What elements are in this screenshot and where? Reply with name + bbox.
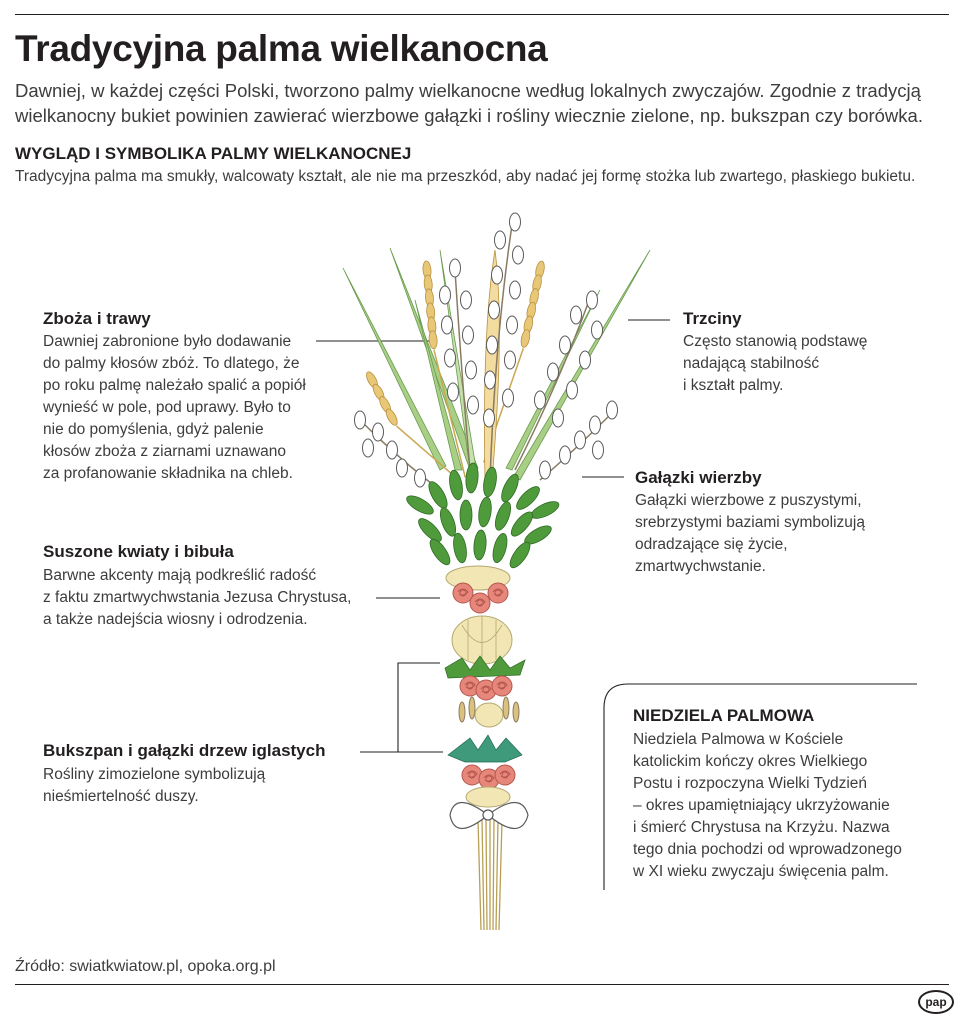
page-title: Tradycyjna palma wielkanocna [15,28,548,69]
text-line: wynieść w pole, pod uprawy. Było to [43,399,291,416]
fir-band [448,735,522,762]
text-line: Barwne akcenty mają podkreślić radość [43,567,317,584]
text-line: tego dnia pochodzi od wprowadzonego [633,841,902,858]
pap-logo: pap [918,990,954,1014]
text-line: do palmy kłosów zbóż. To dlatego, że [43,355,300,372]
willow-text [635,490,865,578]
text-line: nadającą stabilność [683,355,820,372]
text-line: w XI wieku zwyczaju święcenia palm. [633,863,889,880]
text-line: po roku palmę należało spalić a popiół [43,377,306,394]
text-line: Dawniej zabronione było dodawanie [43,333,292,350]
flowers-title: Suszone kwiaty i bibuła [43,542,234,561]
boxwood-leaves [404,463,561,571]
text-line: odradzające się życie, [635,536,788,553]
source-note: Źródło: swiatkwiatow.pl, opoka.org.pl [15,958,276,975]
flower-band-bottom [462,765,515,807]
bottom-rule [15,984,949,985]
palm-stems [478,820,502,930]
text-line: Gałązki wierzbowe z puszystymi, [635,492,862,509]
section-description: Tradycyjna palma ma smukły, walcowaty kształt, ale nie ma przeszkód, aby nadać jej formę stożka lub zwartego, płaskiego bukietu. [15,168,916,185]
section-heading: WYGLĄD I SYMBOLIKA PALMY WIELKANOCNEJ [15,144,412,163]
boxwood-text [43,764,265,808]
grains-title: Zboża i trawy [43,309,151,328]
text-line: katolickim kończy okres Wielkiego [633,753,868,770]
flowers-text [43,565,351,631]
text-line: zmartwychwstanie. [635,558,766,575]
text-line: za profanowanie składnika na chleb. [43,465,293,482]
text-line: nie do pomyślenia, gdyż palenie [43,421,264,438]
text-line: Często stanowią podstawę [683,333,868,350]
grain-tuft [459,697,519,727]
text-line: Postu i rozpoczyna Wielki Tydzień [633,775,868,792]
reeds-text [683,331,867,397]
palm-sunday-title: NIEDZIELA PALMOWA [633,706,815,725]
reeds-title: Trzciny [683,309,742,328]
paper-bulb [452,616,512,664]
text-line: srebrzystymi baziami symbolizują [635,514,865,531]
text-line: i śmierć Chrystusa na Krzyżu. Nazwa [633,819,890,836]
text-line: kłosów zboża z ziarnami uznawano [43,443,286,460]
text-line: i kształt palmy. [683,377,784,394]
text-line: z faktu zmartwychwstania Jezusa Chrystusa, [43,589,352,606]
text-line: – okres upamiętniający ukrzyżowanie [633,797,890,814]
text-line: a także nadejścia wiosny i odrodzenia. [43,611,308,628]
flower-band-top [446,566,510,613]
boxwood-title: Bukszpan i gałązki drzew iglastych [43,741,326,760]
grains-text [43,331,306,485]
palm-sunday-text [633,729,902,883]
intro-text: Dawniej, w każdej części Polski, tworzono palmy wielkanocne według lokalnych zwyczajów. Zgodnie z tradycją wielkanocny bukiet powinien zawierać wierzbowe gałązki i rośliny wiecznie zielone, np. bukszpan czy borówka. [15,80,923,126]
text-line: Niedziela Palmowa w Kościele [633,731,844,748]
text-line: nieśmiertelność duszy. [43,788,199,805]
text-line: Rośliny zimozielone symbolizują [43,766,266,783]
willow-title: Gałązki wierzby [635,468,762,487]
flower-band-middle [460,676,512,700]
